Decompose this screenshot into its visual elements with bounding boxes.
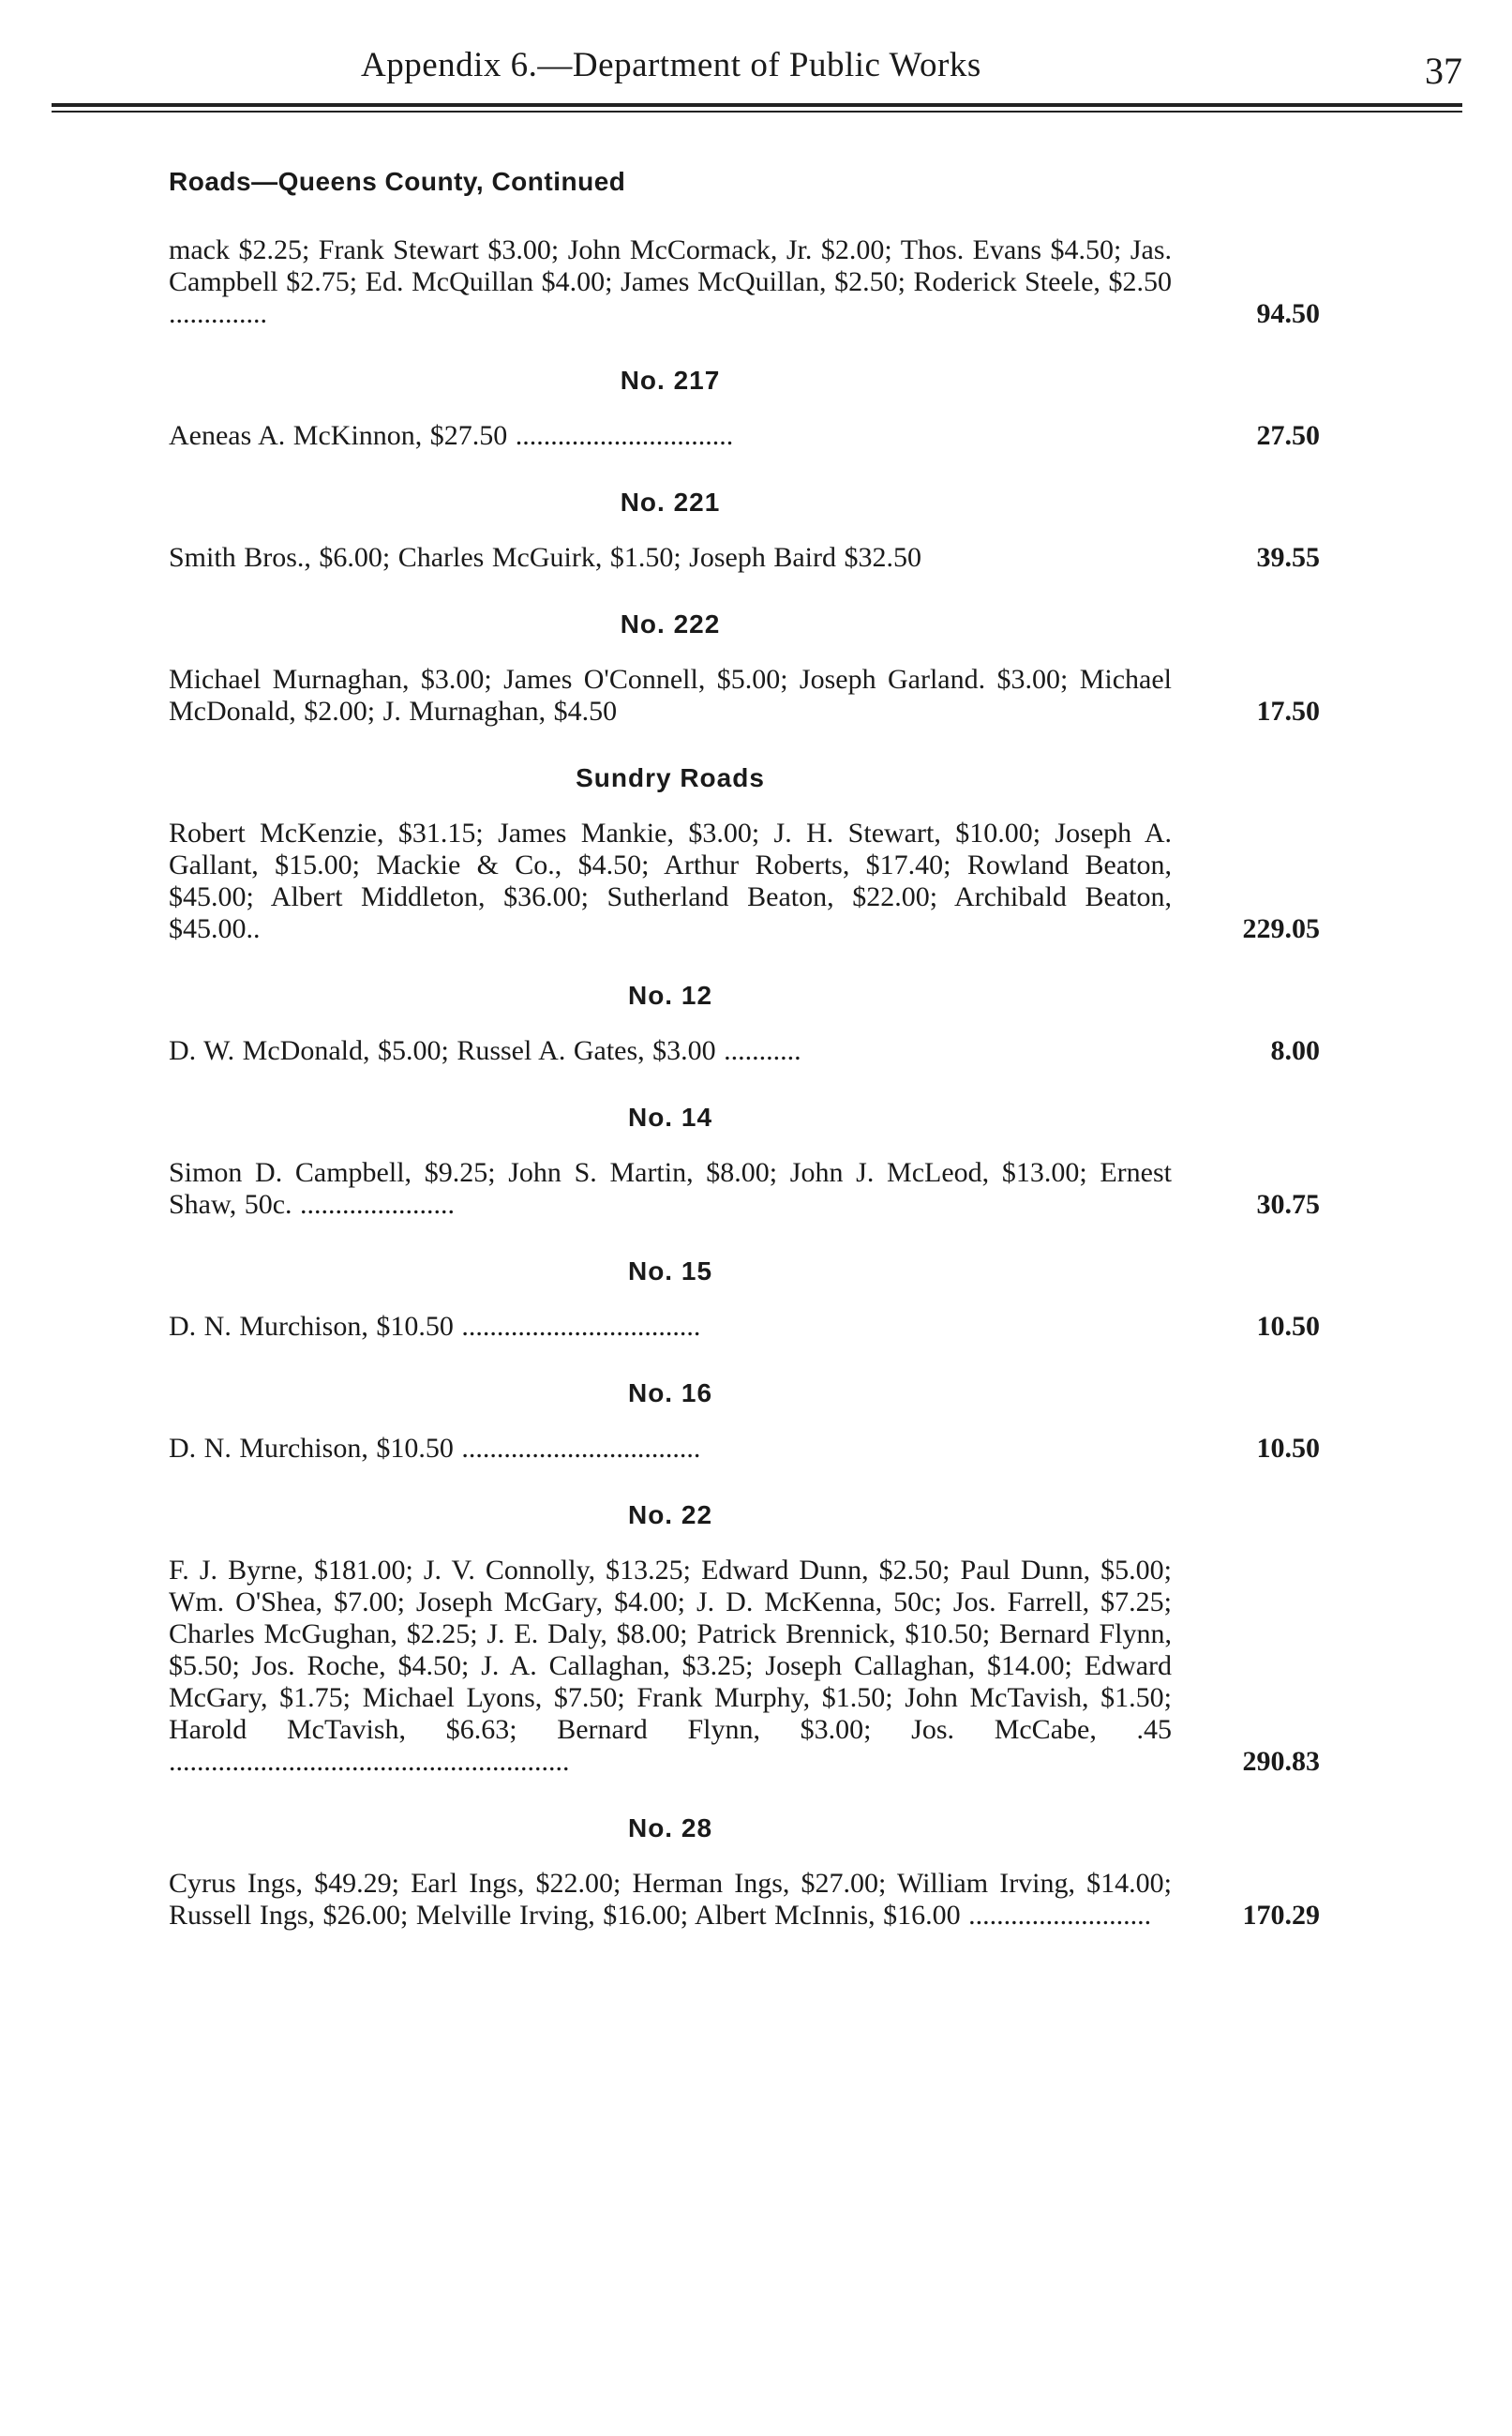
subheading-sundry-roads: Sundry Roads <box>576 763 765 792</box>
entry-text: Cyrus Ings, $49.29; Earl Ings, $22.00; Herman Ings, $27.00; William Irving, $14.00; Russell Ings, $26.00; Melville Irving, $16.00; Albert McInnis, $16.00 .......................... <box>169 1868 1172 1931</box>
entry-no-28 <box>169 1868 1331 1932</box>
header-title: Appendix 6.—Department of Public Works <box>361 46 981 84</box>
entry-total: 94.50 <box>1256 298 1320 329</box>
subheading-no-221: No. 221 <box>620 488 721 517</box>
entry-no-15 <box>169 1311 1331 1343</box>
entry-total: 229.05 <box>1242 913 1320 944</box>
section-title: Roads—Queens County, Continued <box>169 167 626 196</box>
page-header <box>52 45 1462 101</box>
subheading-no-12: No. 12 <box>627 981 713 1010</box>
entry-sundry-roads <box>169 818 1331 945</box>
entry-no-222 <box>169 664 1331 728</box>
subheading-no-222: No. 222 <box>620 609 721 639</box>
entry-no-16 <box>169 1433 1331 1465</box>
entry-total: 290.83 <box>1242 1746 1320 1777</box>
entry-text: Simon D. Campbell, $9.25; John S. Martin, $8.00; John J. McLeod, $13.00; Ernest Shaw, 50c. ...................... <box>169 1157 1172 1220</box>
entry-no-22 <box>169 1555 1331 1778</box>
entry-total: 39.55 <box>1256 542 1320 573</box>
header-rule-thin <box>52 111 1462 113</box>
entry-text: Aeneas A. McKinnon, $27.50 ............................... <box>169 420 734 451</box>
entry-total: 10.50 <box>1256 1311 1320 1342</box>
entry-total: 27.50 <box>1256 420 1320 451</box>
entry-total: 8.00 <box>1270 1035 1320 1066</box>
subheading-no-16: No. 16 <box>627 1378 713 1407</box>
entry-text: F. J. Byrne, $181.00; J. V. Connolly, $13.25; Edward Dunn, $2.50; Paul Dunn, $5.00; Wm. O'Shea, $7.00; Joseph McGary, $4.00; J. D. McKenna, 50c; Jos. Farrell, $7.25; Charles McGughan, $2.25; J. E. Daly, $8.00; Patrick Brennick, $10.50; Bernard Flynn, $5.50; Jos. Roche, $4.50; J. A. Callaghan, $3.25; Joseph Callaghan, $14.00; Edward McGary, $1.75; Michael Lyons, $7.50; Frank Murphy, $1.50; John McTavish, $1.50; Harold McTavish, $6.63; Bernard Flynn, $3.00; Jos. McCabe, .45 ......................................................... <box>169 1555 1172 1777</box>
entry-text: Michael Murnaghan, $3.00; James O'Connell, $5.00; Joseph Garland. $3.00; Michael McDonald, $2.00; J. Murnaghan, $4.50 <box>169 664 1172 727</box>
entry-total: 17.50 <box>1256 696 1320 727</box>
entry-no-217 <box>169 420 1331 452</box>
entry-text: D. N. Murchison, $10.50 .................................. <box>169 1311 701 1342</box>
entry-total: 10.50 <box>1256 1433 1320 1464</box>
entry-text: D. W. McDonald, $5.00; Russel A. Gates, $3.00 ........... <box>169 1035 801 1066</box>
subheading-no-15: No. 15 <box>627 1256 713 1286</box>
entry-total: 170.29 <box>1242 1900 1320 1931</box>
entry-total: 30.75 <box>1256 1189 1320 1220</box>
entry-text: mack $2.25; Frank Stewart $3.00; John McCormack, Jr. $2.00; Thos. Evans $4.50; Jas. Campbell $2.75; Ed. McQuillan $4.00; James McQuillan, $2.50; Roderick Steele, $2.50 .............. <box>169 234 1172 329</box>
entry-no-12 <box>169 1035 1331 1067</box>
subheading-no-217: No. 217 <box>620 366 721 395</box>
entry-no-221 <box>169 542 1331 574</box>
page-number: 37 <box>1425 50 1462 92</box>
subheading-no-28: No. 28 <box>627 1813 713 1842</box>
subheading-no-14: No. 14 <box>627 1103 713 1132</box>
entry-text: Robert McKenzie, $31.15; James Mankie, $3.00; J. H. Stewart, $10.00; Joseph A. Gallant, $15.00; Mackie & Co., $4.50; Arthur Roberts, $17.40; Rowland Beaton, $45.00; Albert Middleton, $36.00; Sutherland Beaton, $22.00; Archibald Beaton, $45.00.. <box>169 818 1172 944</box>
subheading-no-22: No. 22 <box>627 1500 713 1529</box>
page-content <box>169 167 1331 1967</box>
entry-continued <box>169 234 1331 330</box>
entry-no-14 <box>169 1157 1331 1221</box>
header-rule-thick <box>52 103 1462 107</box>
entry-text: Smith Bros., $6.00; Charles McGuirk, $1.50; Joseph Baird $32.50 <box>169 542 921 573</box>
entry-text: D. N. Murchison, $10.50 .................................. <box>169 1433 701 1464</box>
